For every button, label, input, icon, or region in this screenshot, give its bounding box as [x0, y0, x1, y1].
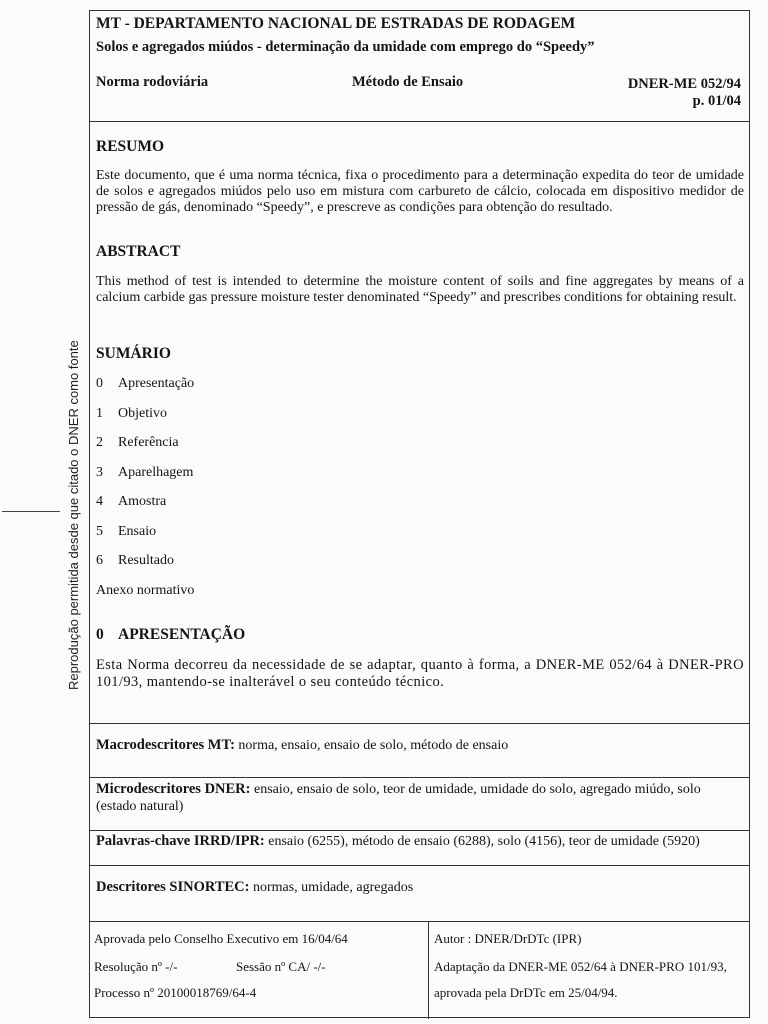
processo-text: Processo nº 20100018769/64-4: [94, 985, 257, 1000]
apresentacao-text: Esta Norma decorreu da necessidade de se adaptar, quanto à forma, a DNER-ME 052/64 à DNER-PRO 101/93, mantendo-se inalterável o seu conteúdo técnico.: [96, 657, 744, 690]
autor-text: Autor : DNER/DrDTc (IPR): [434, 931, 582, 946]
palavras-chave: [96, 833, 744, 850]
macrodescritores: [96, 737, 744, 754]
approval-footer: [90, 922, 749, 1019]
palavras-text: ensaio (6255), método de ensaio (6288), solo (4156), teor de umidade (5920): [268, 834, 700, 849]
apresentacao-heading: [96, 626, 245, 644]
macrodescritores-box: [90, 724, 749, 778]
toc-item[interactable]: [96, 465, 193, 481]
document-body: [90, 122, 749, 724]
toc-annex[interactable]: Anexo normativo: [96, 583, 195, 598]
organization-title: MT - DEPARTAMENTO NACIONAL DE ESTRADAS DE RODAGEM: [96, 15, 576, 32]
macro-text: norma, ensaio, ensaio de solo, método de ensaio: [238, 738, 509, 753]
resumo-heading: RESUMO: [96, 138, 165, 155]
toc-number: 2: [96, 435, 103, 450]
microdescritores-box: [90, 778, 749, 831]
toc-item[interactable]: [96, 553, 174, 569]
aprovada-text: Aprovada pelo Conselho Executivo em 16/04/64: [94, 931, 348, 946]
micro-text: ensaio, ensaio de solo, teor de umidade, umidade do solo, agregado miúdo, solo (estado natural): [96, 782, 701, 814]
toc-item[interactable]: [96, 435, 179, 451]
sinortec-text: normas, umidade, agregados: [252, 880, 414, 895]
document-subtitle: Solos e agregados miúdos - determinação da umidade com emprego do “Speedy”: [96, 39, 595, 55]
resumo-text: Este documento, que é uma norma técnica, fixa o procedimento para a determinação expedita do teor de umidade de solos e agregados miúdos pelo uso em mistura com carbureto de cálcio, colocada em dispositivo medidor de pressão de gás, denominado “Speedy”, e prescreve as condições para obtenção do resultado.: [96, 168, 744, 215]
toc-label: Resultado: [118, 553, 174, 568]
apresentacao-title: APRESENTAÇÃO: [118, 626, 246, 643]
toc-number: 4: [96, 494, 103, 509]
micro-label: Microdescritores DNER:: [96, 781, 251, 797]
toc-number: 1: [96, 406, 103, 421]
page-number: p. 01/04: [692, 93, 741, 109]
toc-item[interactable]: [96, 494, 166, 510]
microdescritores: [96, 781, 744, 815]
toc-number: 6: [96, 553, 103, 568]
side-note: [66, 340, 86, 690]
margin-rule: [2, 511, 60, 512]
toc-label: Aparelhagem: [118, 465, 194, 480]
toc-label: Ensaio: [118, 524, 157, 539]
toc-item[interactable]: [96, 406, 167, 422]
toc-number: 3: [96, 465, 103, 480]
apresentacao-number: 0: [96, 626, 104, 643]
abstract-text: This method of test is intended to determine the moisture content of soils and fine aggregates by means of a calcium carbide gas pressure moisture tester denominated “Speedy” and prescribes conditions for obtaining result.: [96, 274, 744, 305]
sumario-heading: SUMÁRIO: [96, 345, 171, 362]
toc-label: Objetivo: [118, 406, 167, 421]
aprovada-drdtc-text: aprovada pela DrDTc em 25/04/94.: [434, 985, 618, 1000]
document-frame: [89, 10, 750, 1018]
resolucao-text: Resolução nº -/-: [94, 959, 178, 974]
footer-divider: [428, 922, 429, 1019]
sinortec: [96, 879, 744, 896]
toc-item[interactable]: [96, 376, 194, 392]
abstract-heading: ABSTRACT: [96, 243, 181, 260]
sessao-text: Sessão nº CA/ -/-: [236, 959, 326, 974]
toc-number: 5: [96, 524, 103, 539]
toc-item[interactable]: [96, 524, 156, 540]
toc-label: Referência: [118, 435, 179, 450]
sinortec-label: Descritores SINORTEC:: [96, 879, 250, 895]
palavras-chave-box: [90, 831, 749, 866]
macro-label: Macrodescritores MT:: [96, 737, 235, 753]
adaptacao-text: Adaptação da DNER-ME 052/64 à DNER-PRO 101/93,: [434, 959, 727, 974]
document-header: [90, 11, 749, 122]
toc-label: Amostra: [118, 494, 167, 509]
document-code: DNER-ME 052/94: [627, 76, 741, 92]
toc-label: Apresentação: [118, 376, 195, 391]
palavras-label: Palavras-chave IRRD/IPR:: [96, 833, 265, 849]
toc-number: 0: [96, 376, 103, 391]
metodo-label: Método de Ensaio: [352, 74, 464, 90]
side-note-text: Reprodução permitida desde que citado o DNER como fonte: [66, 340, 81, 690]
norma-label: Norma rodoviária: [96, 74, 209, 90]
sinortec-box: [90, 866, 749, 922]
